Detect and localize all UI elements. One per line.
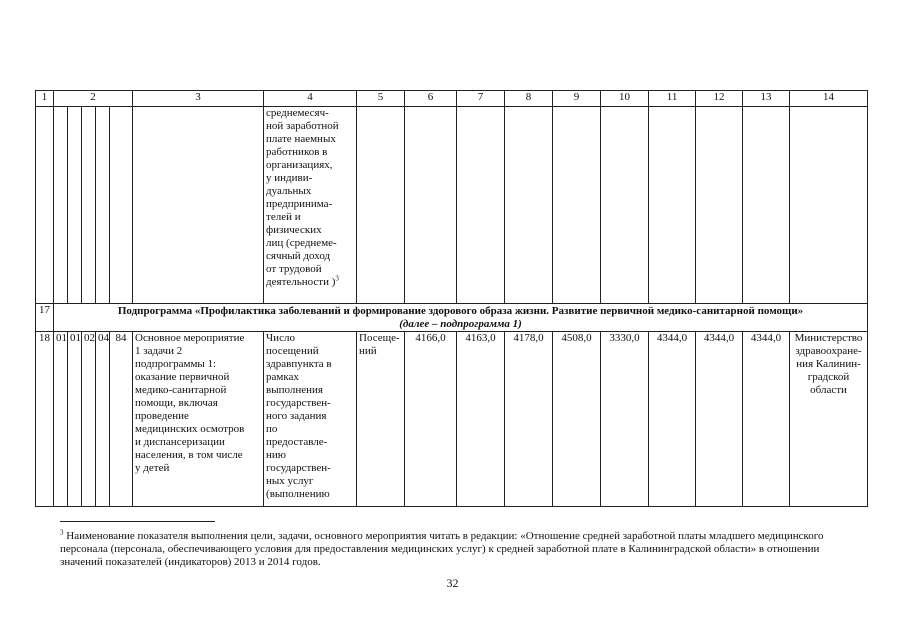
header-cell: 2 — [54, 91, 133, 107]
header-cell: 4 — [264, 91, 357, 107]
header-cell: 10 — [601, 91, 649, 107]
subprogram-title-line2: (далее – подпрограмма 1) — [399, 317, 522, 330]
table-row — [36, 332, 868, 507]
header-row — [36, 91, 868, 107]
footnote-mark: 3 — [60, 528, 64, 537]
code-cell: 84 — [110, 332, 133, 507]
program-table — [35, 90, 868, 507]
indicator-text: среднемесяч- ной заработной плате наемных работников в организациях, у индиви- дуальных предпринима- телей и физических лиц (среднеме- сячный доход от трудовой деятельности ) — [266, 107, 339, 288]
header-cell: 13 — [743, 91, 790, 107]
indicator-cell: Число посещений здравпункта в рамках выполнения государствен- ного задания по предоставле- нию государствен- ных услуг (выполнению — [264, 332, 357, 507]
indicator-cell — [264, 107, 357, 304]
header-cell: 6 — [405, 91, 457, 107]
footnote — [60, 530, 850, 569]
value-cell: 4508,0 — [553, 332, 601, 507]
value-cell: 4178,0 — [505, 332, 553, 507]
header-cell: 9 — [553, 91, 601, 107]
header-cell: 14 — [790, 91, 868, 107]
header-cell: 8 — [505, 91, 553, 107]
subprogram-title-line1: Подпрограмма «Профилактика заболеваний и формирование здорового образа жизни. Развитие первичной медико-санитарной помощи» — [117, 304, 804, 317]
header-cell: 3 — [133, 91, 264, 107]
header-cell: 7 — [457, 91, 505, 107]
table-row — [36, 107, 868, 304]
responsible-cell: Министерство здравоохране- ния Калинин- градской области — [790, 332, 868, 507]
value-cell: 3330,0 — [601, 332, 649, 507]
value-cell: 4344,0 — [743, 332, 790, 507]
footnote-ref: 3 — [335, 274, 339, 283]
header-cell: 5 — [357, 91, 405, 107]
code-cell: 04 — [96, 332, 110, 507]
subprogram-title — [54, 304, 868, 332]
footnote-divider — [60, 521, 215, 522]
footnote-text: Наименование показателя выполнения цели, задачи, основного мероприятия читать в редакции: «Отношение средней заработной платы младшего медицинского персонала (персонала, обеспечивающего условия для предоставления медицинских услуг) к средней заработной плате в Калининградской области» в отношении значений показателей (индикаторов) 2013 и 2014 годов. — [60, 530, 824, 568]
value-cell: 4166,0 — [405, 332, 457, 507]
value-cell: 4344,0 — [649, 332, 696, 507]
code-cell: 01 — [68, 332, 82, 507]
header-cell: 11 — [649, 91, 696, 107]
row-number: 17 — [36, 304, 54, 332]
row-number: 18 — [36, 332, 54, 507]
activity-cell: Основное мероприятие 1 задачи 2 подпрограммы 1: оказание первичной медико-санитарной помощи, включая проведение медицинских осмотров и диспансеризации населения, в том числе у детей — [133, 332, 264, 507]
value-cell: 4344,0 — [696, 332, 743, 507]
code-cell: 02 — [82, 332, 96, 507]
page-number: 32 — [446, 576, 459, 590]
unit-cell: Посеще- ний — [357, 332, 405, 507]
header-cell: 12 — [696, 91, 743, 107]
value-cell: 4163,0 — [457, 332, 505, 507]
subprogram-row — [36, 304, 868, 332]
header-cell: 1 — [36, 91, 54, 107]
code-cell: 01 — [54, 332, 68, 507]
